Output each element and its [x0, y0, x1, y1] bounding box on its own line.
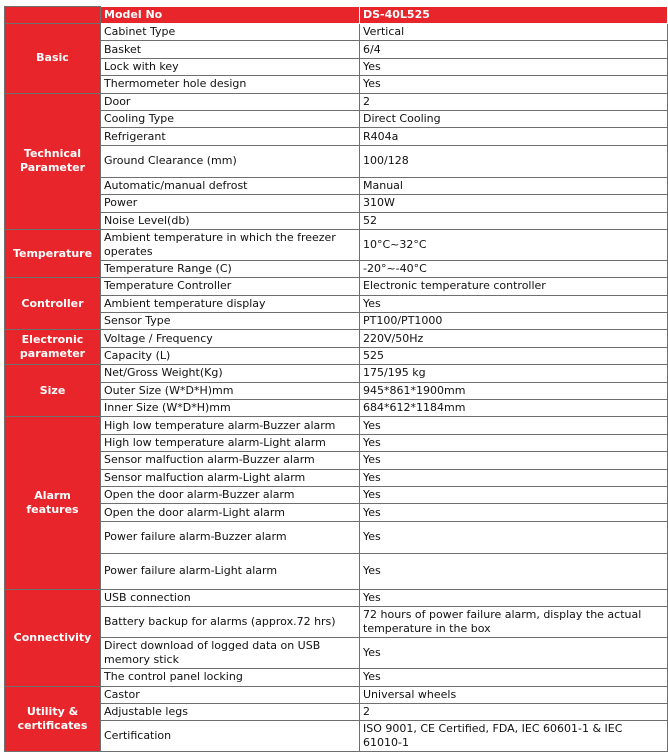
spec-label: Lock with key — [101, 58, 360, 75]
spec-row — [5, 638, 668, 669]
category-cell: Alarm features — [5, 417, 101, 589]
spec-value: Manual — [360, 177, 668, 194]
spec-row — [5, 589, 668, 606]
spec-label: Voltage / Frequency — [101, 330, 360, 347]
spec-value: Yes — [360, 486, 668, 503]
spec-row — [5, 400, 668, 417]
spec-label: Power failure alarm-Light alarm — [101, 553, 360, 589]
spec-table-body — [5, 7, 668, 752]
spec-value: Yes — [360, 417, 668, 434]
spec-label: Thermometer hole design — [101, 76, 360, 93]
spec-label: USB connection — [101, 589, 360, 606]
spec-label: Ambient temperature display — [101, 295, 360, 312]
spec-value: Yes — [360, 638, 668, 669]
spec-label: Outer Size (W*D*H)mm — [101, 382, 360, 399]
spec-row — [5, 703, 668, 720]
spec-value: 2 — [360, 93, 668, 110]
spec-row — [5, 278, 668, 295]
spec-row — [5, 721, 668, 752]
spec-row — [5, 469, 668, 486]
spec-value: Electronic temperature controller — [360, 278, 668, 295]
spec-row — [5, 607, 668, 638]
spec-value: 6/4 — [360, 41, 668, 58]
spec-row — [5, 347, 668, 364]
spec-label: Castor — [101, 686, 360, 703]
spec-value: PT100/PT1000 — [360, 313, 668, 330]
spec-value: 525 — [360, 347, 668, 364]
spec-value: 72 hours of power failure alarm, display the actual temperature in the box — [360, 607, 668, 638]
spec-row — [5, 313, 668, 330]
spec-label: High low temperature alarm-Light alarm — [101, 434, 360, 451]
spec-row — [5, 669, 668, 686]
spec-label: Cabinet Type — [101, 24, 360, 41]
spec-value: 684*612*1184mm — [360, 400, 668, 417]
category-cell: Electronic parameter — [5, 330, 101, 365]
spec-label: Sensor malfuction alarm-Buzzer alarm — [101, 452, 360, 469]
spec-row — [5, 382, 668, 399]
spec-value: Yes — [360, 553, 668, 589]
spec-row — [5, 486, 668, 503]
spec-value: 52 — [360, 212, 668, 229]
spec-value: Universal wheels — [360, 686, 668, 703]
spec-row — [5, 686, 668, 703]
spec-label: Basket — [101, 41, 360, 58]
spec-label: Sensor Type — [101, 313, 360, 330]
spec-row — [5, 365, 668, 382]
spec-value: Yes — [360, 76, 668, 93]
spec-value: Vertical — [360, 24, 668, 41]
spec-row — [5, 93, 668, 110]
spec-value: 175/195 kg — [360, 365, 668, 382]
spec-value: Yes — [360, 295, 668, 312]
spec-value: 220V/50Hz — [360, 330, 668, 347]
spec-row — [5, 212, 668, 229]
spec-label: Adjustable legs — [101, 703, 360, 720]
spec-row — [5, 553, 668, 589]
spec-value: Yes — [360, 58, 668, 75]
spec-label: Door — [101, 93, 360, 110]
spec-row — [5, 295, 668, 312]
model-no-label: Model No — [101, 7, 360, 24]
spec-label: Ground Clearance (mm) — [101, 145, 360, 177]
spec-value: Yes — [360, 469, 668, 486]
header-row — [5, 7, 668, 24]
spec-row — [5, 504, 668, 521]
spec-label: Net/Gross Weight(Kg) — [101, 365, 360, 382]
spec-value: 945*861*1900mm — [360, 382, 668, 399]
spec-label: High low temperature alarm-Buzzer alarm — [101, 417, 360, 434]
spec-row — [5, 24, 668, 41]
spec-label: Open the door alarm-Buzzer alarm — [101, 486, 360, 503]
spec-label: Cooling Type — [101, 110, 360, 127]
spec-value: R404a — [360, 128, 668, 145]
category-cell: Connectivity — [5, 589, 101, 686]
category-cell: Basic — [5, 24, 101, 94]
spec-value: Yes — [360, 589, 668, 606]
spec-row — [5, 177, 668, 194]
category-cell: Temperature — [5, 229, 101, 277]
spec-value: Yes — [360, 504, 668, 521]
spec-value: 100/128 — [360, 145, 668, 177]
spec-label: Inner Size (W*D*H)mm — [101, 400, 360, 417]
spec-label: Direct download of logged data on USB memory stick — [101, 638, 360, 669]
spec-row — [5, 330, 668, 347]
spec-label: Temperature Range (C) — [101, 260, 360, 277]
spec-label: The control panel locking — [101, 669, 360, 686]
spec-table — [4, 6, 668, 752]
spec-row — [5, 260, 668, 277]
spec-row — [5, 229, 668, 260]
spec-row — [5, 41, 668, 58]
model-no-value: DS-40L525 — [360, 7, 668, 24]
spec-row — [5, 145, 668, 177]
spec-row — [5, 521, 668, 553]
category-cell: Size — [5, 365, 101, 417]
spec-row — [5, 195, 668, 212]
spec-value: 310W — [360, 195, 668, 212]
header-blank-cell — [5, 7, 101, 24]
spec-value: Yes — [360, 434, 668, 451]
spec-row — [5, 452, 668, 469]
category-cell: Utility & certificates — [5, 686, 101, 752]
spec-value: Yes — [360, 521, 668, 553]
spec-label: Certification — [101, 721, 360, 752]
spec-row — [5, 76, 668, 93]
spec-label: Automatic/manual defrost — [101, 177, 360, 194]
spec-value: 2 — [360, 703, 668, 720]
spec-value: Yes — [360, 669, 668, 686]
spec-row — [5, 58, 668, 75]
spec-label: Temperature Controller — [101, 278, 360, 295]
category-cell: Technical Parameter — [5, 93, 101, 229]
spec-label: Sensor malfuction alarm-Light alarm — [101, 469, 360, 486]
category-cell: Controller — [5, 278, 101, 330]
spec-label: Battery backup for alarms (approx.72 hrs) — [101, 607, 360, 638]
spec-label: Capacity (L) — [101, 347, 360, 364]
spec-value: Yes — [360, 452, 668, 469]
spec-label: Open the door alarm-Light alarm — [101, 504, 360, 521]
spec-value: Direct Cooling — [360, 110, 668, 127]
spec-label: Power failure alarm-Buzzer alarm — [101, 521, 360, 553]
spec-row — [5, 434, 668, 451]
spec-label: Noise Level(db) — [101, 212, 360, 229]
spec-value: -20°~-40°C — [360, 260, 668, 277]
spec-label: Refrigerant — [101, 128, 360, 145]
spec-row — [5, 110, 668, 127]
spec-value: 10°C~32°C — [360, 229, 668, 260]
spec-row — [5, 417, 668, 434]
spec-value: ISO 9001, CE Certified, FDA, IEC 60601-1 & IEC 61010-1 — [360, 721, 668, 752]
spec-row — [5, 128, 668, 145]
spec-label: Power — [101, 195, 360, 212]
spec-label: Ambient temperature in which the freezer operates — [101, 229, 360, 260]
